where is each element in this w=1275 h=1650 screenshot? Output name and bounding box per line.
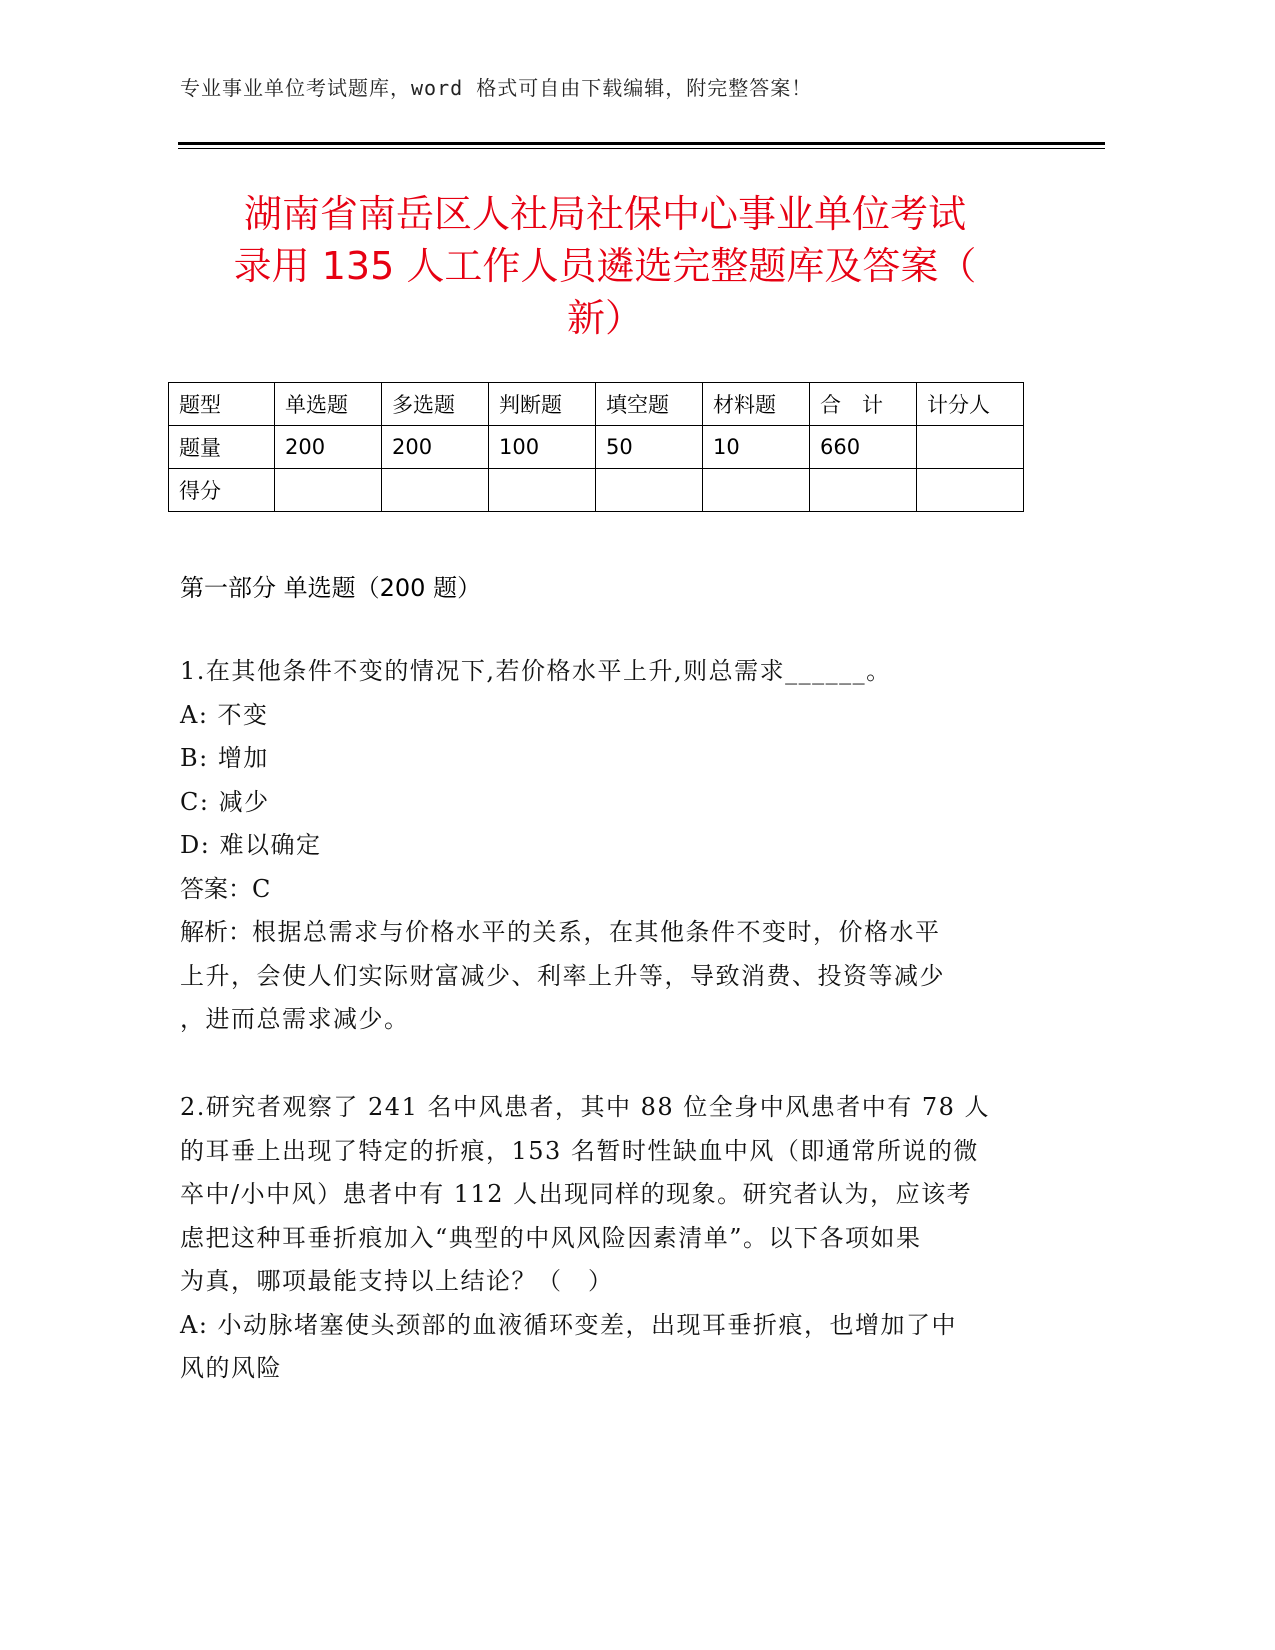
score-table-header-row — [169, 383, 1024, 426]
question-stem-line: 为真，哪项最能支持以上结论？（ ） — [180, 1267, 614, 1295]
analysis-text: 根据总需求与价格水平的关系，在其他条件不变时，价格水平 — [252, 918, 941, 946]
answer-value: C — [252, 874, 272, 903]
question-1 — [180, 650, 1035, 1042]
table-cell: 10 — [703, 426, 810, 469]
table-cell: 题型 — [169, 383, 275, 426]
option-a-line: 风的风险 — [180, 1354, 282, 1382]
question-stem: 1.在其他条件不变的情况下,若价格水平上升,则总需求______。 — [180, 657, 892, 685]
table-cell: 100 — [489, 426, 596, 469]
table-cell: 题量 — [169, 426, 275, 469]
table-cell — [596, 469, 703, 512]
table-cell — [275, 469, 382, 512]
table-cell — [382, 469, 489, 512]
header-rule-thin — [178, 148, 1105, 149]
table-cell: 单选题 — [275, 383, 382, 426]
question-stem-line: 卒中/小中风）患者中有 112 人出现同样的现象。研究者认为，应该考 — [180, 1180, 973, 1208]
table-cell: 计分人 — [917, 383, 1024, 426]
analysis-label: 解析： — [180, 918, 252, 946]
table-cell: 200 — [382, 426, 489, 469]
question-stem-line: 2.研究者观察了 241 名中风患者，其中 88 位全身中风患者中有 78 人 — [180, 1093, 991, 1121]
table-cell: 多选题 — [382, 383, 489, 426]
option-a-line: A: 小动脉堵塞使头颈部的血液循环变差，出现耳垂折痕，也增加了中 — [180, 1310, 958, 1339]
title-line-1: 湖南省南岳区人社局社保中心事业单位考试 — [243, 192, 966, 236]
document-title — [180, 188, 1030, 344]
title-line-2: 录用 135 人工作人员遴选完整题库及答案（ — [233, 244, 977, 288]
score-table — [168, 382, 1024, 512]
answer-label: 答案： — [180, 874, 252, 903]
table-cell: 合 计 — [810, 383, 917, 426]
analysis-line-3: ，进而总需求减少。 — [180, 1005, 410, 1033]
question-2 — [180, 1086, 1035, 1391]
table-cell: 填空题 — [596, 383, 703, 426]
table-cell — [917, 469, 1024, 512]
table-cell — [917, 426, 1024, 469]
question-stem-line: 虑把这种耳垂折痕加入“典型的中风风险因素清单”。以下各项如果 — [180, 1223, 922, 1252]
table-cell — [489, 469, 596, 512]
table-cell: 判断题 — [489, 383, 596, 426]
table-cell: 得分 — [169, 469, 275, 512]
answer-line — [180, 868, 1035, 912]
option-c: C: 减少 — [180, 787, 270, 816]
header-rule-thick — [178, 142, 1105, 145]
score-table-score-row — [169, 469, 1024, 512]
header-note: 专业事业单位考试题库，word 格式可自由下载编辑，附完整答案！ — [180, 76, 813, 100]
question-stem-line: 的耳垂上出现了特定的折痕，153 名暂时性缺血中风（即通常所说的微 — [180, 1136, 979, 1165]
table-cell: 材料题 — [703, 383, 810, 426]
table-cell — [810, 469, 917, 512]
option-d: D: 难以确定 — [180, 831, 322, 859]
analysis-line-1 — [180, 911, 1035, 955]
table-cell — [703, 469, 810, 512]
table-cell: 200 — [275, 426, 382, 469]
table-cell: 50 — [596, 426, 703, 469]
option-b: B: 增加 — [180, 744, 269, 772]
score-table-count-row — [169, 426, 1024, 469]
analysis-line-2: 上升，会使人们实际财富减少、利率上升等，导致消费、投资等减少 — [180, 961, 945, 990]
title-line-3: 新） — [566, 296, 643, 340]
section-heading: 第一部分 单选题（200 题） — [180, 574, 482, 602]
option-a: A: 不变 — [180, 700, 269, 729]
table-cell: 660 — [810, 426, 917, 469]
